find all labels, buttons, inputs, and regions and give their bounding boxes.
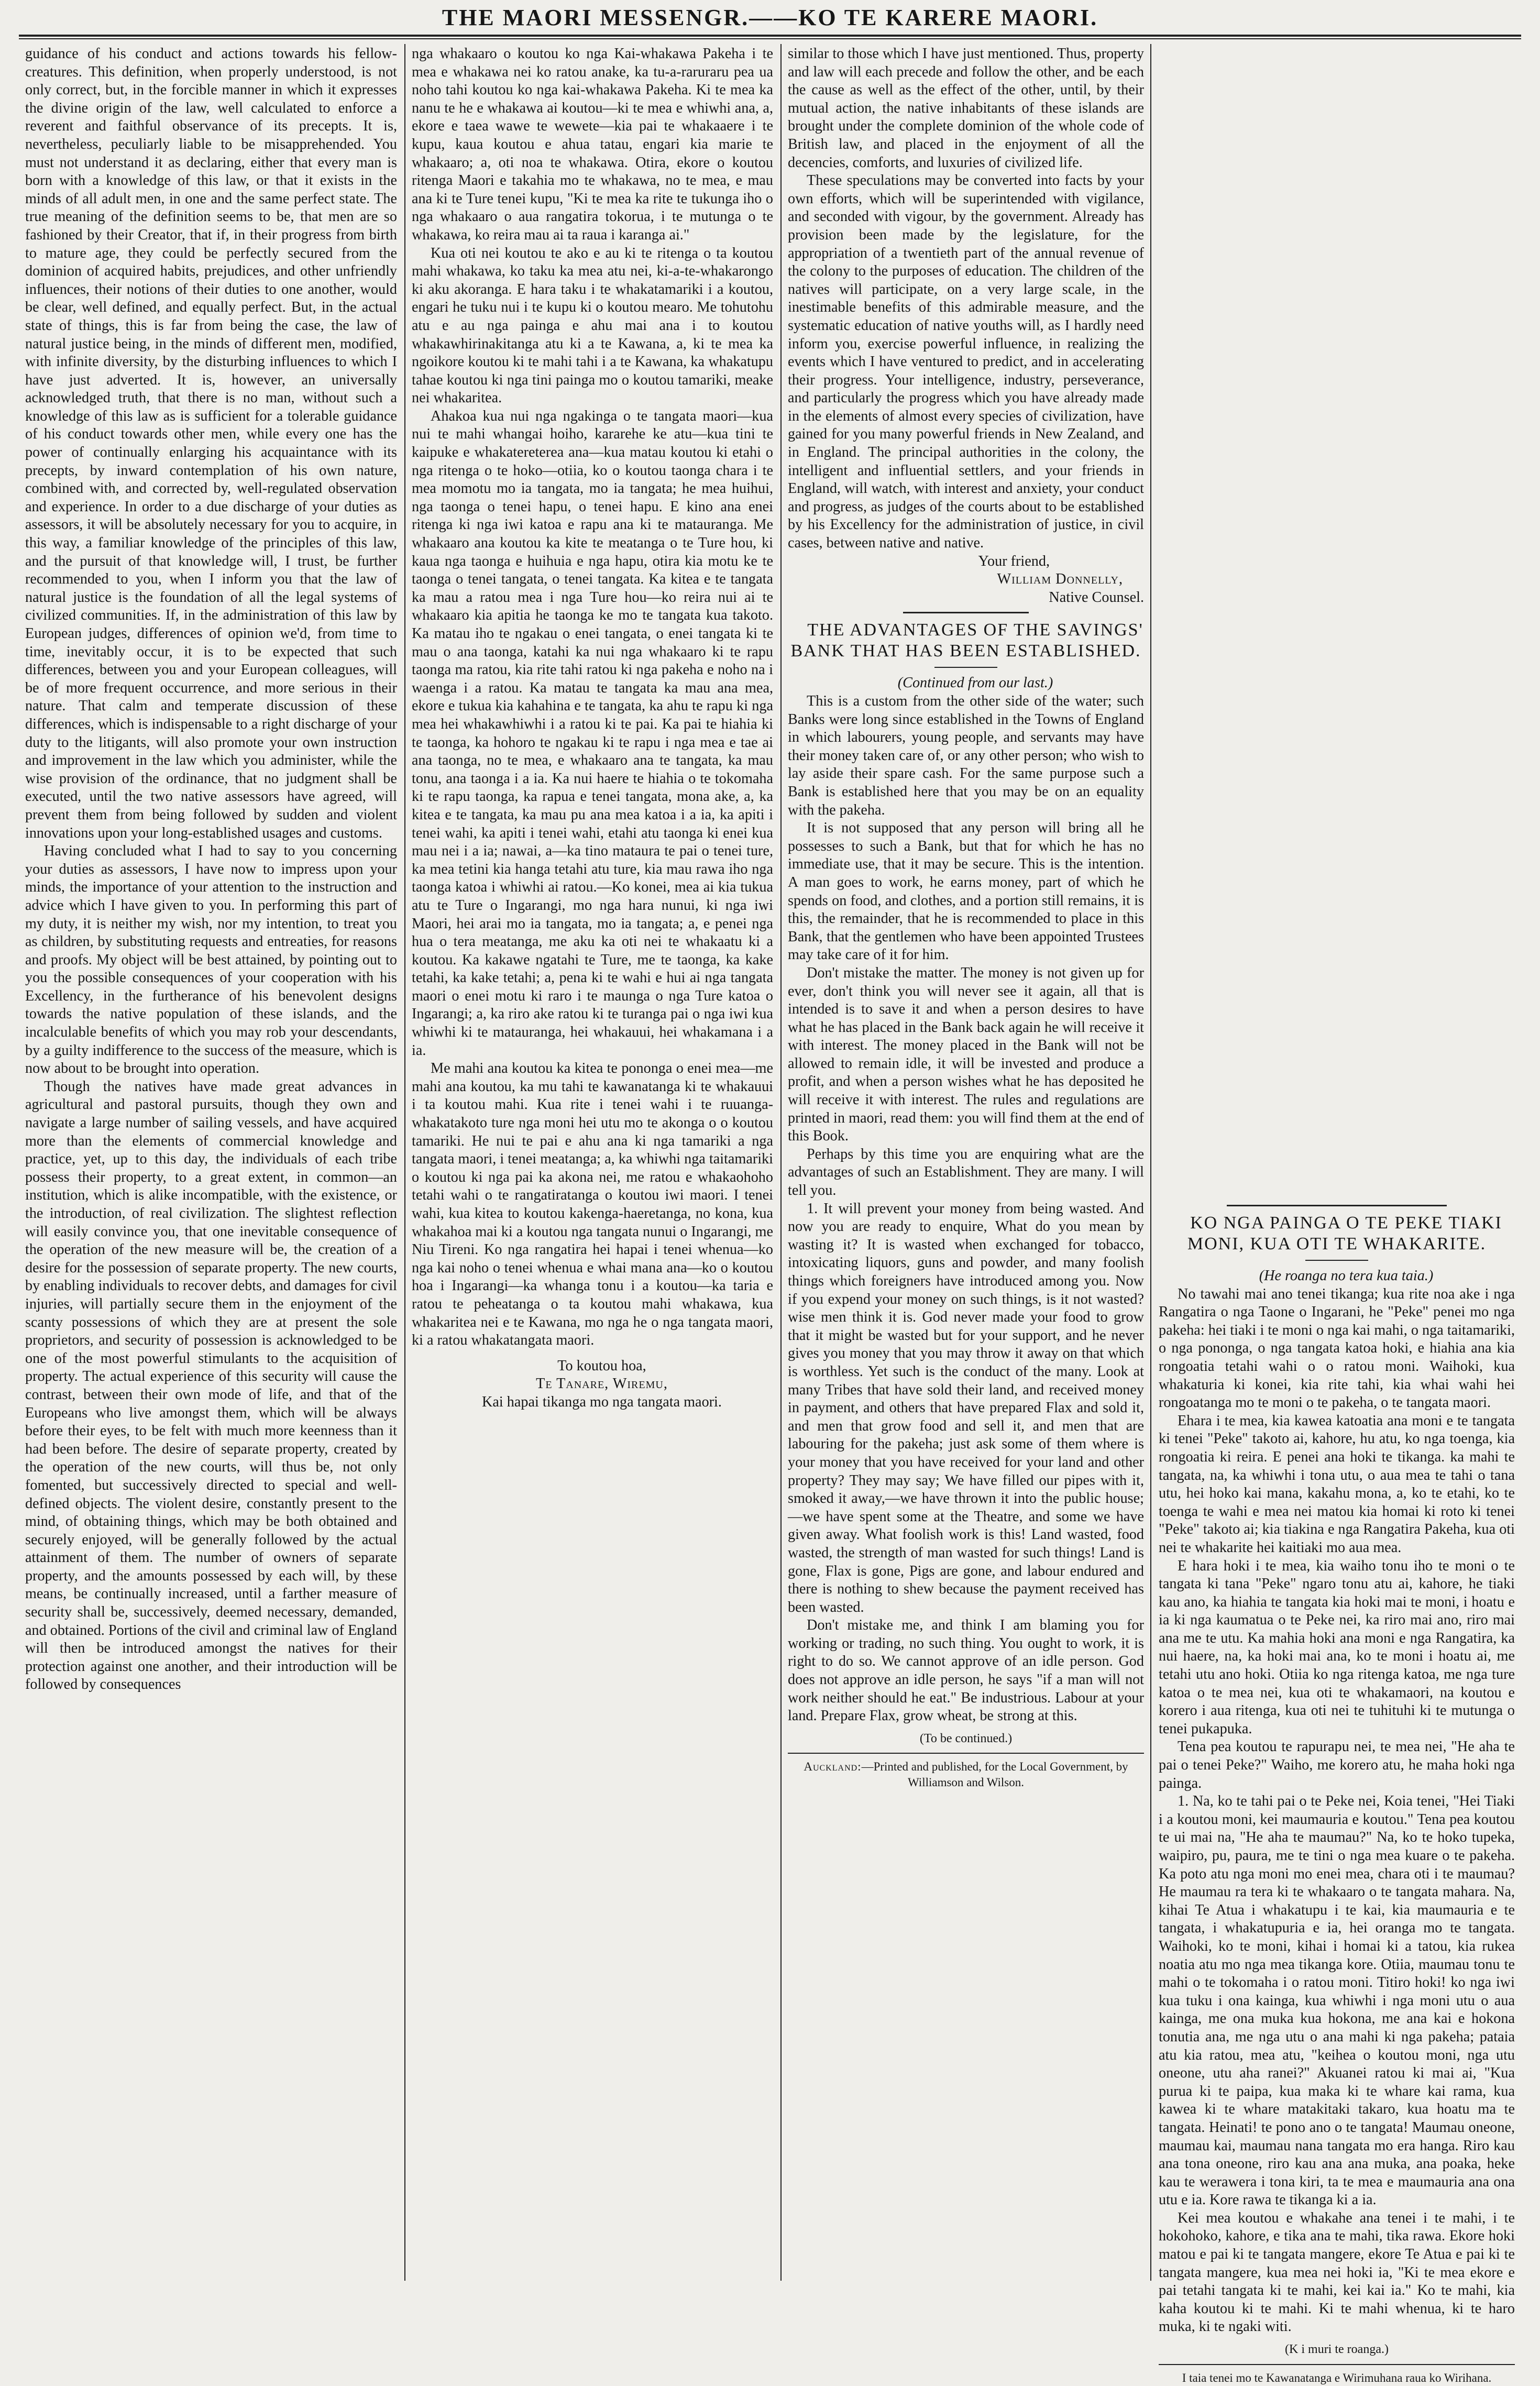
section-rule bbox=[903, 612, 1029, 613]
paragraph: 1. Na, ko te tahi pai o te Peke nei, Koia tenei, "Hei Tiaki i a koutou moni, kei maumauria e koutou." Tena pea koutou te ui mai na, "He aha te maumau?" Na, ko te hoko tupeka, waipiro, pu, paura, me te tini o nga mea kuare o te pakeha. Ka poto atu nga moni mo enei mea, chara oti i te maumau? He maumau ra tera ki te whakaaro o te tangata mahara. Na, kihai Te Atua i whakatupu i te kai, kia maumauria e te tangata, i whakatupuria e ia, hei oranga mo te tangata. Waihoki, ko te moni, kihai i homai ki a tatou, kia rukea noatia atu mo nga mea tikanga kore. Otiia, maumau tonu te mahi o te tokomaha i o ratou moni. Titiro hoki! ko nga iwi kua tuku i ona kainga, kua whiwhi i nga moni utu o aua kainga, me ona muka kua hokona, me ana kai e hokona tonutia ana, me nga utu o ana mahi ki nga pakeha; pataia atu kia ratou, mea atu, "keihea o koutou moni, nga utu oneone, utu aha ranei?" Akuanei ratou ki mai ai, "Kua purua ki te paipa, kua maka ki te whare kai rama, kua kawea ki te whare matakitaki takaro, kua hoatu ma te tangata. Heinati! te pono ano o te tangata! Maumau oneone, maumau kai, maumau nana tangata mo era hanga. Riro kau ana tona oneone, riro kau ana ana muka, ana poaka, heke kau te werawera i tona kiri, ta te mea e maumauria ana ona utu e ia. Kore rawa te tikanga ki a ia. bbox=[1159, 1793, 1515, 2208]
paragraph: E hara hoki i te mea, kia waiho tonu iho te moni o te tangata ki tana "Peke" ngaro tonu atu ai, kahore, he tiaki kau ano, ka hiahia te tangata kia hoki mai te moni, i hoatu e ia ki nga kaumatua o te Peke nei, ka riro mai ano, riro mai ana me te utu. Ka mahia hoki ana moni e nga Rangatira, ka nui haere, na, ka hoki mai ana, ko te moni i hoatu ai, me tetahi utu ano hoki. Otiia ko nga ritenga katoa, me nga ture katoa o te mea nei, kua oti te whakamaori, na koutou e korero i aua ritenga, kua oti nei te tuhituhi ki te mutunga o tenei pukapuka. bbox=[1159, 1557, 1515, 1737]
paragraph: Kua oti nei koutou te ako e au ki te ritenga o ta koutou mahi whakawa, ko taku ka mea atu nei, ki-a-te-whakarongo ki aku akoranga. E hara taku i te whakatamariki i a koutou, engari he tuku nui i te kupu ki o koutou mearo. Me tohutohu atu e au nga painga e ahu mai ana i to koutou whakawhirinakitanga atu ki a te Kawana, a, ki te mea ka ngoikore koutou ki te mahi tahi i a te Kawana, ka whakatupu tahae koutou ki nga tini painga mo o koutou tamariki, meake nei whakaritea. bbox=[412, 245, 773, 406]
to-be-continued: (To be continued.) bbox=[919, 1731, 1013, 1745]
imprint bbox=[788, 1759, 1144, 1790]
column-1 bbox=[25, 45, 397, 2280]
section-rule bbox=[1227, 1205, 1447, 1206]
column-divider bbox=[780, 44, 782, 2281]
imprint-text: —Printed and published, for the Local Government, by Williamson and Wilson. bbox=[861, 1760, 1128, 1789]
paragraph: Kei mea koutou e whakahe ana tenei i te mahi, i te hokohoko, kahore, e tika ana te mahi, tika rawa. Ekore hoki matou e pai ki te tangata mangere, ekore Te Atua e pai ki te tangata mangere, kua mea nei hoki ia, "Ki te mea ekore e pai tetahi tangata ki te mahi, kei kai ia." Ko te mahi, kia kaha koutou ki te mahi. Ki te mahi whenua, ki te haro muka, ki te ngaki witi. bbox=[1159, 2209, 1515, 2335]
paragraph: 1. It will prevent your money from being wasted. And now you are ready to enquire, What do you mean by wasting it? It is wasted when exchanged for tobacco, intoxicating liquors, guns and powder, and many foolish things which foreigners have introduced among you. Now if you expend your money on such things, is it not wasted? wise men think it is. God never made your food to grow that it might be wasted but for your support, and he never gives you money that you may throw it away on that which is worthless. Yet such is the conduct of the many. Look at many Tribes that have sold their land, and received money in payment, and others that have prepared Flax and sold it, and men that grow food and sell it, and men that are labouring for the pakeha; just ask some of them where is your money that you have received for your land and other property? They may say; We have filled our pipes with it, smoked it away,—we have thrown it into the public house;—we have spent some at the Theatre, and some we have given away. What foolish work is this! Land wasted, food wasted, the strength of man wasted for such things! Land is gone, Flax is gone, Pigs are gone, and labour endured and there is nothing to shew because the payment received has been wasted. bbox=[788, 1200, 1144, 1615]
paragraph: Perhaps by this time you are enquiring what are the advantages of such an Establishment. They are many. I will tell you. bbox=[788, 1146, 1144, 1199]
sign-off: To koutou hoa, bbox=[557, 1357, 646, 1374]
signer-title: Native Counsel. bbox=[1049, 589, 1144, 606]
continued-note: (He roanga no tera kua taia.) bbox=[1259, 1268, 1434, 1284]
footer-rule bbox=[788, 1753, 1144, 1754]
signer-title: Kai hapai tikanga mo nga tangata maori. bbox=[482, 1393, 722, 1410]
signer-name: Te Tanare, Wiremu, bbox=[536, 1376, 668, 1392]
column-4 bbox=[1159, 1200, 1515, 2384]
imprint-place: Auckland: bbox=[804, 1760, 862, 1774]
article-title: KO NGA PAINGA O TE PEKE TIAKI MONI, KUA OTI TE WHAKARITE. bbox=[1187, 1213, 1502, 1254]
imprint: I taia tenei mo te Kawanatanga e Wirimuhana raua ko Wirihana. bbox=[1182, 2371, 1492, 2384]
section-rule bbox=[1305, 1260, 1368, 1261]
continued-note: (Continued from our last.) bbox=[897, 675, 1053, 691]
column-divider bbox=[1150, 44, 1151, 2281]
closing: Your friend, bbox=[978, 553, 1050, 569]
column-2 bbox=[412, 45, 773, 2280]
paragraph: Me mahi ana koutou ka kitea te pononga o enei mea—me mahi ana koutou, ka mu tahi te kawanatanga ki te whakauui i ta koutou mahi. Kua rite i tenei wahi i te ruuanga-whakatakoto ture nga moni hei utu mo te akonga o o koutou tamariki. He nui te pai e ahu ana ki nga tamariki a nga tangata maori, i tenei meatanga; a, ka whiwhi nga taitamariki o koutou ki nga pai ka akona nei, me ratou e whakaohoho tetahi wahi o te rangatiratanga o koutou iwi maori. I tenei wahi, kua kitea to koutou kakenga-haeretanga, no kona, kua whakahoa mai ki a koutou nga tangata nunui o Ingarangi, me Niu Tireni. Ko nga rangatira hei hapai i tenei whenua—ko nga kai noho o tenei whenua e whai mana ana—ko o koutou hoa i Ingarangi—ka whanga tonu i a koutou—ka taria e ratou te peheatanga o ta koutou mahi whakawa, kua whakaritea nei e te Kawana, mo nga he o nga tangata maori, ki a ratou whakatangata maori. bbox=[412, 1060, 773, 1349]
paragraph: similar to those which I have just mentioned. Thus, property and law will each precede and follow the other, and be each the cause as well as the effect of the other, until, by their mutual action, the native inhabitants of these islands are brought under the complete dominion of the whole code of British law, and placed in the enjoyment of all the decencies, comforts, and luxuries of civilized life. bbox=[788, 46, 1144, 171]
masthead-rule-thin bbox=[19, 38, 1521, 39]
paragraph: Don't mistake the matter. The money is not given up for ever, don't think you will never see it again, all that is intended is to save it and when a person desires to have what he has placed in the Bank back again he will receive it with interest. The money placed in the Bank will not be allowed to remain idle, it will be invested and produce a profit, and when a person wishes what he has deposited he will receive it with interest. The rules and regulations are printed in maori, read them: you will find them at the end of this Book. bbox=[788, 964, 1144, 1145]
paragraph: Ahakoa kua nui nga ngakinga o te tangata maori—kua nui te mahi whangai hoiho, kararehe ke atu—kua tini te kaipuke e whakatereterea ana—kua matau koutou ki etahi o nga ritenga o te hoko—otiia, ko o koutou taonga chara i te mea momotu mo ia tangata, mo ia tangata; he mea huihui, nga taonga o tenei hapu, o tenei hapu. E kino ana enei ritenga ki nga iwi katoa e rapu ana ki te matauranga. Me whakaaro ana koutou ka kite te meatanga o te Ture hou, ki kaua nga taonga e huihuia e nga hapu, otira kia motu ke te taonga o tenei tangata, o tenei tangata. Ka kitea e te tangata ka mau a ratou mea i nga Ture hou—ko reira nui ai te whakaaro kia apitia he taonga ke mo te tangata kua takoto. Ka matau iho te ngakau o enei tangata, o enei tangata ki te mau o ana taonga, katahi ka nui nga whakaaro ki te rapu taonga ma ratou, kia rite tahi ratou ki nga pakeha e noho na i waenga i a ratou. Ka matau te tangata ka mau ana mea, ekore e tukua kia kahahina e te tangata, ka ahu te rapu ki nga mea hei whakawhiwhi i a ratou ki te pai. Ka pai te hiahia ki te taonga, ka hohoro te ngakau ki te rapu i nga mea e tae ai ana taonga, no te mea, e whakaaro ana te tangata, ka mau tonu, ana taonga i a ia. Ka nui haere te hiahia o te tokomaha ki te rapu taonga, ka rapua e tenei tangata, mona ake, a, ka kitea e te tangata, ka mau pu ana mea katoa i a ia, ka apiti i tenei wahi, ka apiti i tenei wahi, etahi atu taonga ki enei kua mau nei i a ia; nawai, a—ka tino mataura te pai o tenei ture, ka mea tetini kia hanga tetahi atu ture, kia mau rawa iho nga taonga katoa i whiwhi ai ratou.—Ko konei, mea ai kia tukua atu te Ture o Ingarangi, mo nga hara nunui, ki nga iwi Maori, hei arai mo ia tangata, mo ia tangata; a, e penei nga hua o tera meatanga, me aku ka oti nei te whakaatu ki a koutou. Ka kakawe ngatahi te Ture, me te taonga, ka kake tetahi, ka kake tetahi; a, pena ki te wahi e hui ai nga tangata maori o enei motu ki raro i te maunga o nga Ture katoa o Ingarangi; a, ka riro ake ratou ki te turanga pai o nga iwi kua whiwhi ki te matauranga, hei whakauui, hei whakamana i a ia. bbox=[412, 408, 773, 1059]
paragraph: It is not supposed that any person will bring all he possesses to such a Bank, but that for which he has no immediate use, that it may be secure. This is the intention. A man goes to work, he earns money, part of which he spends on food, and clothes, and a portion still remains, it is this, the remainder, that he is recommended to place in this Bank, that the gentlemen who have been appointed Trustees may take care of it for him. bbox=[788, 820, 1144, 963]
section-rule bbox=[934, 667, 997, 668]
footer-rule bbox=[1159, 2364, 1515, 2365]
column-divider bbox=[404, 44, 405, 2281]
paragraph: This is a custom from the other side of the water; such Banks were long since established in the Towns of England in which labourers, young people, and servants may have their money taken care of, or any other person; who wish to lay aside their spare cash. For the same purpose such a Bank is established here that you may be on an equality with the pakeha. bbox=[788, 693, 1144, 818]
paragraph: Tena pea koutou te rapurapu nei, te mea nei, "He aha te pai o tenei Peke?" Waiho, me korero atu, he maha hoki nga painga. bbox=[1159, 1739, 1515, 1791]
to-be-continued: (K i muri te roanga.) bbox=[1285, 2343, 1389, 2357]
paragraph: guidance of his conduct and actions towards his fellow-creatures. This definition, when properly understood, is not only correct, but, in the forcible manner in which it expresses the divine origin of the law, well calculated to enforce a reverent and faithful observance of its precepts. It is, nevertheless, peculiarly liable to be misapprehended. You must not understand it as declaring, either that every man is born with a knowledge of this law, or that it exists in the minds of all adult men, in one and the same perfect state. The true meaning of the definition seems to be, that men are so fashioned by their Creator, that if, in their progress from birth to mature age, they could be perfectly secured from the dominion of acquired habits, prejudices, and other unfriendly influences, their notions of their duties to one another, would be clear, well defined, and equally perfect. But, in the actual state of things, this is far from being the case, the law of natural justice being, in the minds of different men, modified, with infinite diversity, by the disturbing influences to which I have just adverted. It is, however, an universally acknowledged truth, that there is no man, without such a knowledge of this law as is sufficient for a tolerable guidance of his conduct towards other men, while every one has the power of continually enlarging his acquaintance with its precepts, by inward contemplation of his own nature, combined with, and corrected by, well-regulated observation and experience. In order to a due discharge of your duties as assessors, it will be absolutely necessary for you to acquire, in this way, a familiar knowledge of the principles of this law, and the pursuit of that knowledge will, I trust, be further recommended to you, when I inform you that the law of natural justice is the foundation of all the legal systems of civilized communities. If, in the administration of this law by European judges, differences of opinion we'd, from time to time, inevitably occur, it is to be expected that such differences, between you and your European colleagues, will be of more frequent occurrence, and more serious in their nature. That calm and temperate discussion of these differences, which is indispensable to a right discharge of your duty to the litigants, will also promote your own instruction and improvement in the law which you administer, while the wise provision of the ordinance, that no judgment shall be executed, until the two native assessors have agreed, will prevent them from being followed by sudden and violent innovations upon your long-established usages and customs. bbox=[25, 46, 397, 841]
paragraph: Having concluded what I had to say to you concerning your duties as assessors, I have now to impress upon your minds, the importance of your attention to the instruction and advice which I have given to you. In performing this part of my duty, it is neither my wish, nor my intention, to treat you as children, by substituting requests and entreaties, for reasons and proofs. My object will be best attained, by pointing out to you the possible consequences of your cooperation with his Excellency, in the furtherance of his benevolent designs towards the native population of these islands, and the incalculable benefits of which you may rob your descendants, by a guilty indifference to the success of the measure, which is now about to be brought into operation. bbox=[25, 843, 397, 1077]
paragraph: Ehara i te mea, kia kawea katoatia ana moni e te tangata ki tenei "Peke" takoto ai, kahore, hu atu, ko nga toenga, kia rongoatia ki reira. E penei ana hoki te tikanga. ka mahi te tangata, na, ka whiwhi i tona utu, o aua mea te tahi o tana utu, hei hoko kai mana, kakahu mona, a, ko te etahi, ko te toenga te wahi e mea nei matou kia homai ki roto ki tenei "Peke" takoto ai; kia tiakina e nga Rangatira Pakeha, kua oti nei te whakarite hei kaitiaki mo aua mea. bbox=[1159, 1412, 1515, 1556]
column-3 bbox=[788, 45, 1144, 2280]
signer-name: William Donnelly, bbox=[997, 571, 1123, 588]
paragraph: nga whakaaro o koutou ko nga Kai-whakawa Pakeha i te mea e whakawa nei ko ratou anake, ka tu-a-raruraru pea ua noho tahi koutou ko nga kai-whakawa Pakeha. Ki te mea ka nanu te he e whakawa ai koutou—ki te mea e whiwhi ana, a, ekore e taea wawe te wewete—kia pai te whakaaere i te kupu, kaua koutou e ahua tatau, engari kia marie te whakaaro; a, oti noa te whakawa. Otira, ekore o koutou ritenga Maori e takahia mo te whakawa, no te mea, e mau ana ki te Ture tenei kupu, "Ki te mea ka rite te tukunga iho o nga whakaaro o aua rangatira tokorua, i te mutunga o te whakawa, ko reira mau ai ta raua i karanga ai." bbox=[412, 46, 773, 243]
masthead: THE MAORI MESSENGR.——KO TE KARERE MAORI. bbox=[442, 5, 1098, 30]
paragraph: No tawahi mai ano tenei tikanga; kua rite noa ake i nga Rangatira o nga Taone o Ingarani, he "Peke" penei mo nga pakeha: hei tiaki i te moni o nga kai mahi, o nga taitamariki, o nga pononga, o nga tangata katoa hoki, e hiahia ana kia rongoatia tetahi wahi o o ratou moni. Waihoki, kua whakaturia ki konei, kia rite tahi, kia whai wahi hei rongoatanga mo te moni o te pakeha, o te tangata maori. bbox=[1159, 1285, 1515, 1411]
masthead-rule bbox=[19, 35, 1521, 37]
paragraph: Don't mistake me, and think I am blaming you for working or trading, no such thing. You ought to work, it is right to do so. We cannot approve of an idle person. God does not approve an idle person, he says "if a man will not work neither should he eat." Be industrious. Labour at your land. Prepare Flax, grow wheat, be strong at this. bbox=[788, 1617, 1144, 1724]
article-title: THE ADVANTAGES OF THE SAVINGS' BANK THAT HAS BEEN ESTABLISHED. bbox=[790, 620, 1143, 661]
paragraph: These speculations may be converted into facts by your own efforts, which will be superintended with vigilance, and seconded with vigour, by the government. Already has provision been made by the legislature, for the appropriation of a twentieth part of the annual revenue of the colony to the purposes of education. The children of the natives will participate, on a very large scale, in the inestimable benefits of this admirable measure, and the systematic education of native youths will, as I hardly need inform you, exercise powerful influence, in realizing the events which I have ventured to predict, and in accelerating their progress. Your intelligence, industry, perseverance, and particularly the progress which you have already made in the elements of almost every species of civilization, have gained for you many powerful friends in New Zealand, and in England. The principal authorities in the colony, the intelligent and influential settlers, and your friends in England, will watch, with interest and anxiety, your conduct and progress, as judges of the courts about to be established by his Excellency for the administration of justice, in civil cases, between native and native. bbox=[788, 172, 1144, 552]
paragraph: Though the natives have made great advances in agricultural and pastoral pursuits, though they own and navigate a large number of sailing vessels, and have acquired more than the elements of commercial knowledge and practice, yet, up to this day, the individuals of each tribe possess their property, to a great extent, in common—an institution, which is alike incompatible, with the existence, or the introduction, of real civilization. The slightest reflection will easily convince you, that one inevitable consequence of the operation of the new measure will be, the creation of a desire for the possession of separate property. The new courts, by enabling individuals to recover debts, and damages for civil injuries, will partially secure them in the enjoyment of the scanty possessions of which they are at present the sole proprietors, and security of possession is acknowledged to be one of the most powerful stimulants to the acquisition of property. The actual experience of this security will cause the contrast, between their own mode of life, and that of the Europeans who live amongst them, which will be always before their eyes, to be felt with much more keenness than it had been before. The desire of separate property, created by the operation of the new courts, will thus be, not only fomented, but successively directed to special and well-defined objects. The violent desire, constantly present to the mind, of obtaining things, which may be both obtained and securely enjoyed, will be generally followed by the actual attainment of them. The number of owners of separate property, and the amounts possessed by each will, by these means, be continually increased, until a farther measure of security shall be, successively, deemed necessary, demanded, and obtained. Portions of the civil and criminal law of England will then be introduced amongst the natives for their protection against one another, and their introduction will be followed by consequences bbox=[25, 1078, 398, 1693]
